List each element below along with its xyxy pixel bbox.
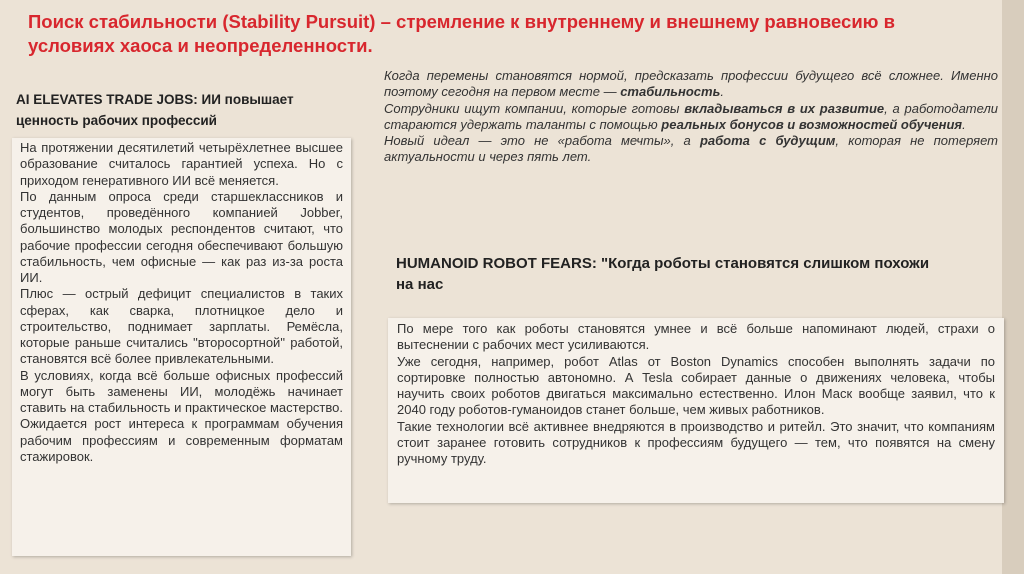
intro-paragraph-1: Когда перемены становятся нормой, предсказать профессии будущего всё сложнее. Именно поэтому сегодня на первом месте — стабильность. [384,68,998,100]
trade-jobs-heading: AI ELEVATES TRADE JOBS: ИИ повышает ценность рабочих профессий [16,92,294,128]
robot-fears-paragraph-1: По мере того как роботы становятся умнее и всё больше напоминают людей, страхи о вытеснении с рабочих мест усиливаются. [397,321,995,353]
trade-jobs-paragraph-3: Плюс — острый дефицит специалистов в таких сферах, как сварка, плотницкое дело и строительство, поднимает зарплаты. Ремёсла, которые раньше считались "второсортной" работой, становятся всё более привлекательными. [20,286,343,367]
trade-jobs-paragraph-4: В условиях, когда всё больше офисных профессий могут быть заменены ИИ, молодёжь начинает ставить на стабильность и практическое мастерство. Ожидается рост интереса к программам обучения рабочим профессиям и современным форматам стажировок. [20,367,343,464]
page-title: Поиск стабильности (Stability Pursuit) – стремление к внутреннему и внешнему равновесию в условиях хаоса и неопределенности. [28,11,895,56]
intro-paragraph-3: Новый идеал — это не «работа мечты», а работа с будущим, которая не потеряет актуальности и через пять лет. [384,133,999,165]
robot-fears-box [388,318,1004,503]
intro-text [384,68,998,166]
intro-paragraph-2: Сотрудники ищут компании, которые готовы вкладываться в их развитие, а работодатели стараются удержать таланты с помощью реальных бонусов и возможностей обучения. [384,100,999,132]
robot-fears-paragraph-3: Такие технологии всё активнее внедряются в производство и ритейл. Это значит, что компаниям стоит заранее готовить сотрудников к профессиям будущего — тем, что появятся на смену ручному труду. [397,418,995,466]
trade-jobs-box [12,138,351,556]
trade-jobs-paragraph-1: На протяжении десятилетий четырёхлетнее высшее образование считалось гарантией успеха. Но с приходом генеративного ИИ всё меняется. [20,140,343,188]
right-edge-stripe [1002,0,1024,574]
robot-fears-paragraph-2: Уже сегодня, например, робот Atlas от Boston Dynamics способен выполнять задачи по сортировке полностью автономно. А Tesla собирает данные о движениях человека, чтобы научить своих роботов двигаться максимально естественно. Илон Маск вообще заявил, что к 2040 году роботов-гуманоидов станет больше, чем живых работников. [397,353,995,418]
robot-fears-heading: HUMANOID ROBOT FEARS: "Когда роботы становятся слишком похожи на нас [396,255,930,293]
trade-jobs-paragraph-2: По данным опроса среди старшеклассников и студентов, проведённого компанией Jobber, большинство молодых респондентов считают, что рабочие профессии сегодня обеспечивают большую стабильность, чем офисные — как раз из-за роста ИИ. [20,188,343,285]
